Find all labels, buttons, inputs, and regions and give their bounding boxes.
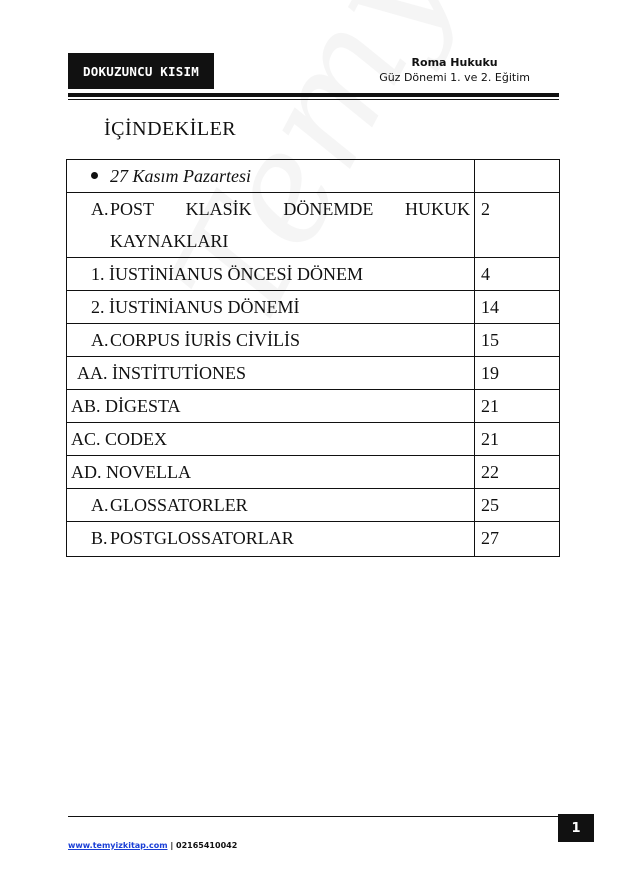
toc-entry-text: AA. İNSTİTUTİONES: [77, 363, 246, 383]
toc-row: [67, 160, 560, 193]
page-number: 1: [558, 814, 594, 842]
footer-contact: [68, 841, 237, 850]
toc-entry-text: 2. İUSTİNİANUS DÖNEMİ: [91, 297, 300, 317]
section-badge: DOKUZUNCU KISIM: [68, 53, 214, 89]
toc-page-number: 21: [475, 423, 560, 456]
toc-page-number: 22: [475, 456, 560, 489]
toc-row: [67, 390, 560, 423]
toc-entry-word: DÖNEMDE: [283, 199, 374, 219]
toc-page-number: 14: [475, 291, 560, 324]
toc-row: [67, 489, 560, 522]
toc-row: [67, 291, 560, 324]
bullet-icon: [91, 172, 98, 179]
toc-row: [67, 324, 560, 357]
toc-row: [67, 193, 560, 258]
toc-entry-number: A.: [91, 495, 109, 515]
toc-page-number: 25: [475, 489, 560, 522]
toc-entry-text: 1. İUSTİNİANUS ÖNCESİ DÖNEM: [91, 264, 363, 284]
toc-page-number: 27: [475, 522, 560, 557]
toc-entry-text: 27 Kasım Pazartesi: [110, 166, 252, 186]
header-info: [379, 56, 530, 85]
toc-page-number: 2: [475, 193, 560, 258]
toc-entry-continuation: KAYNAKLARI: [110, 231, 229, 251]
header-title: Roma Hukuku: [411, 56, 498, 69]
toc-entry-word: HUKUK: [404, 199, 470, 219]
toc-row: [67, 258, 560, 291]
toc-entry-text: CORPUS İURİS CİVİLİS: [110, 330, 301, 350]
toc-entry-word: POST: [110, 199, 155, 219]
footer-separator: |: [167, 841, 177, 850]
toc-entry-number: B.: [91, 528, 108, 548]
toc-entry-text: GLOSSATORLER: [110, 495, 248, 515]
phone-number: 02165410042: [176, 841, 238, 850]
toc-row: [67, 522, 560, 557]
toc-table: [66, 159, 560, 557]
header-rule-thick: [68, 93, 559, 97]
toc-page-number: 4: [475, 258, 560, 291]
page-title: İÇİNDEKİLER: [104, 118, 237, 140]
toc-page-number: [475, 160, 560, 193]
toc-page-number: 19: [475, 357, 560, 390]
toc-entry-word: KLASİK: [185, 199, 252, 219]
toc-entry-text: AB. DİGESTA: [71, 396, 181, 416]
toc-entry-number: A.: [91, 199, 109, 219]
footer-rule: [68, 816, 558, 817]
website-link[interactable]: www.temyizkitap.com: [68, 841, 168, 850]
toc-page-number: 15: [475, 324, 560, 357]
toc-entry-text: AC. CODEX: [71, 429, 168, 449]
toc-page-number: 21: [475, 390, 560, 423]
header-rule-thin: [68, 99, 559, 100]
toc-row: [67, 357, 560, 390]
toc-row: [67, 423, 560, 456]
header-subtitle: Güz Dönemi 1. ve 2. Eğitim: [379, 71, 530, 84]
toc-entry-text: POSTGLOSSATORLAR: [110, 528, 294, 548]
toc-entry-number: A.: [91, 330, 109, 350]
toc-row: [67, 456, 560, 489]
toc-entry-text: AD. NOVELLA: [71, 462, 191, 482]
